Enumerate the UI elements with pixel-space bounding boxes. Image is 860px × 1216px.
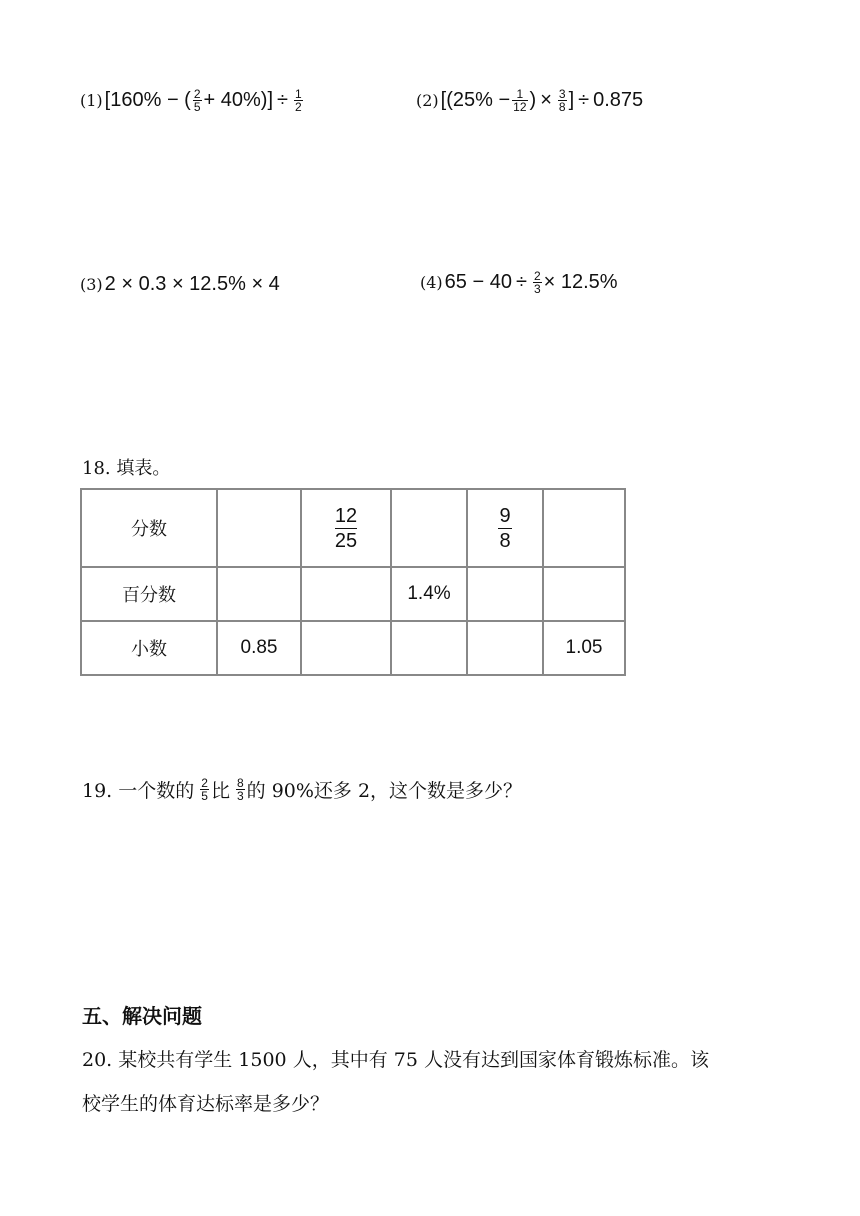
table-cell-empty[interactable] <box>301 567 391 621</box>
denominator: 3 <box>533 282 541 296</box>
question-text-line: 20. 某校共有学生 1500 人，其中有 75 人没有达到国家体育锻炼标准。该 <box>82 1049 709 1071</box>
expression-part: × 12.5% <box>543 271 618 293</box>
problem-number: (1) <box>80 91 103 110</box>
table-row-decimal <box>81 621 625 675</box>
question-text-line: 校学生的体育达标率是多少？ <box>82 1093 330 1115</box>
expression-part: 65 − 40 <box>444 271 512 293</box>
problem-number: (3) <box>80 275 103 294</box>
divide-operator: ÷ <box>277 89 288 111</box>
section-title: 五、解决问题 <box>82 1004 202 1028</box>
expression-part: ) <box>529 89 537 111</box>
table-cell-empty[interactable] <box>391 489 467 567</box>
expression: 2 × 0.3 × 12.5% × 4 <box>104 273 280 295</box>
table-cell-empty[interactable] <box>391 621 467 675</box>
numerator: 12 <box>334 504 358 527</box>
fraction <box>558 88 567 113</box>
multiply-operator: × <box>540 89 552 111</box>
problem-3 <box>80 273 280 296</box>
fraction <box>200 777 209 802</box>
table-cell-empty[interactable] <box>467 621 543 675</box>
problem-1 <box>80 88 305 113</box>
expression-part: 0.875 <box>593 89 644 111</box>
fill-table <box>80 488 626 676</box>
table-cell-fraction <box>301 489 391 567</box>
table-cell-empty[interactable] <box>543 489 625 567</box>
fraction <box>236 777 245 802</box>
denominator: 25 <box>334 529 358 552</box>
table-row-percent <box>81 567 625 621</box>
row-label: 百分数 <box>81 567 217 621</box>
denominator: 5 <box>201 789 208 803</box>
question-20 <box>82 1038 782 1126</box>
denominator: 12 <box>513 100 527 114</box>
problem-number: (2) <box>416 91 439 110</box>
expression-part: [(25% − <box>440 89 511 111</box>
denominator: 2 <box>295 100 302 114</box>
question-19 <box>82 776 522 803</box>
numerator: 1 <box>516 87 524 101</box>
fraction <box>294 88 303 113</box>
table-row-fraction <box>81 489 625 567</box>
divide-operator: ÷ <box>578 89 590 111</box>
fraction <box>512 88 527 113</box>
question-text: 19. 一个数的 <box>82 780 195 802</box>
problem-2 <box>416 88 643 113</box>
denominator: 3 <box>236 789 244 803</box>
divide-operator: ÷ <box>515 271 527 293</box>
fraction <box>193 88 202 113</box>
question-text: 比 <box>210 780 230 802</box>
denominator: 8 <box>558 100 566 114</box>
question-text: 的 90%还多 2，这个数是多少？ <box>246 780 523 802</box>
table-cell-empty[interactable] <box>467 567 543 621</box>
problem-number: (4) <box>420 273 443 292</box>
numerator: 2 <box>533 269 541 283</box>
row-label: 小数 <box>81 621 217 675</box>
denominator: 5 <box>193 100 201 114</box>
fraction <box>533 270 542 295</box>
expression-part: [160% − ( <box>104 89 191 111</box>
table-cell-empty[interactable] <box>217 489 301 567</box>
numerator: 2 <box>201 776 208 790</box>
denominator: 8 <box>499 529 511 552</box>
table-cell-fraction <box>467 489 543 567</box>
table-cell-empty[interactable] <box>217 567 301 621</box>
question-18-title: 18. 填表。 <box>82 458 171 479</box>
problem-4 <box>420 270 618 295</box>
numerator: 9 <box>499 504 511 527</box>
table-cell-decimal: 1.05 <box>543 621 625 675</box>
numerator: 8 <box>236 776 244 790</box>
table-cell-empty[interactable] <box>543 567 625 621</box>
expression-part: + 40%)] <box>203 89 274 111</box>
numerator: 3 <box>558 87 566 101</box>
expression-part: ] <box>568 89 575 111</box>
numerator: 2 <box>193 87 201 101</box>
row-label: 分数 <box>81 489 217 567</box>
table-cell-percent: 1.4% <box>391 567 467 621</box>
numerator: 1 <box>295 87 302 101</box>
table-cell-decimal: 0.85 <box>217 621 301 675</box>
table-cell-empty[interactable] <box>301 621 391 675</box>
